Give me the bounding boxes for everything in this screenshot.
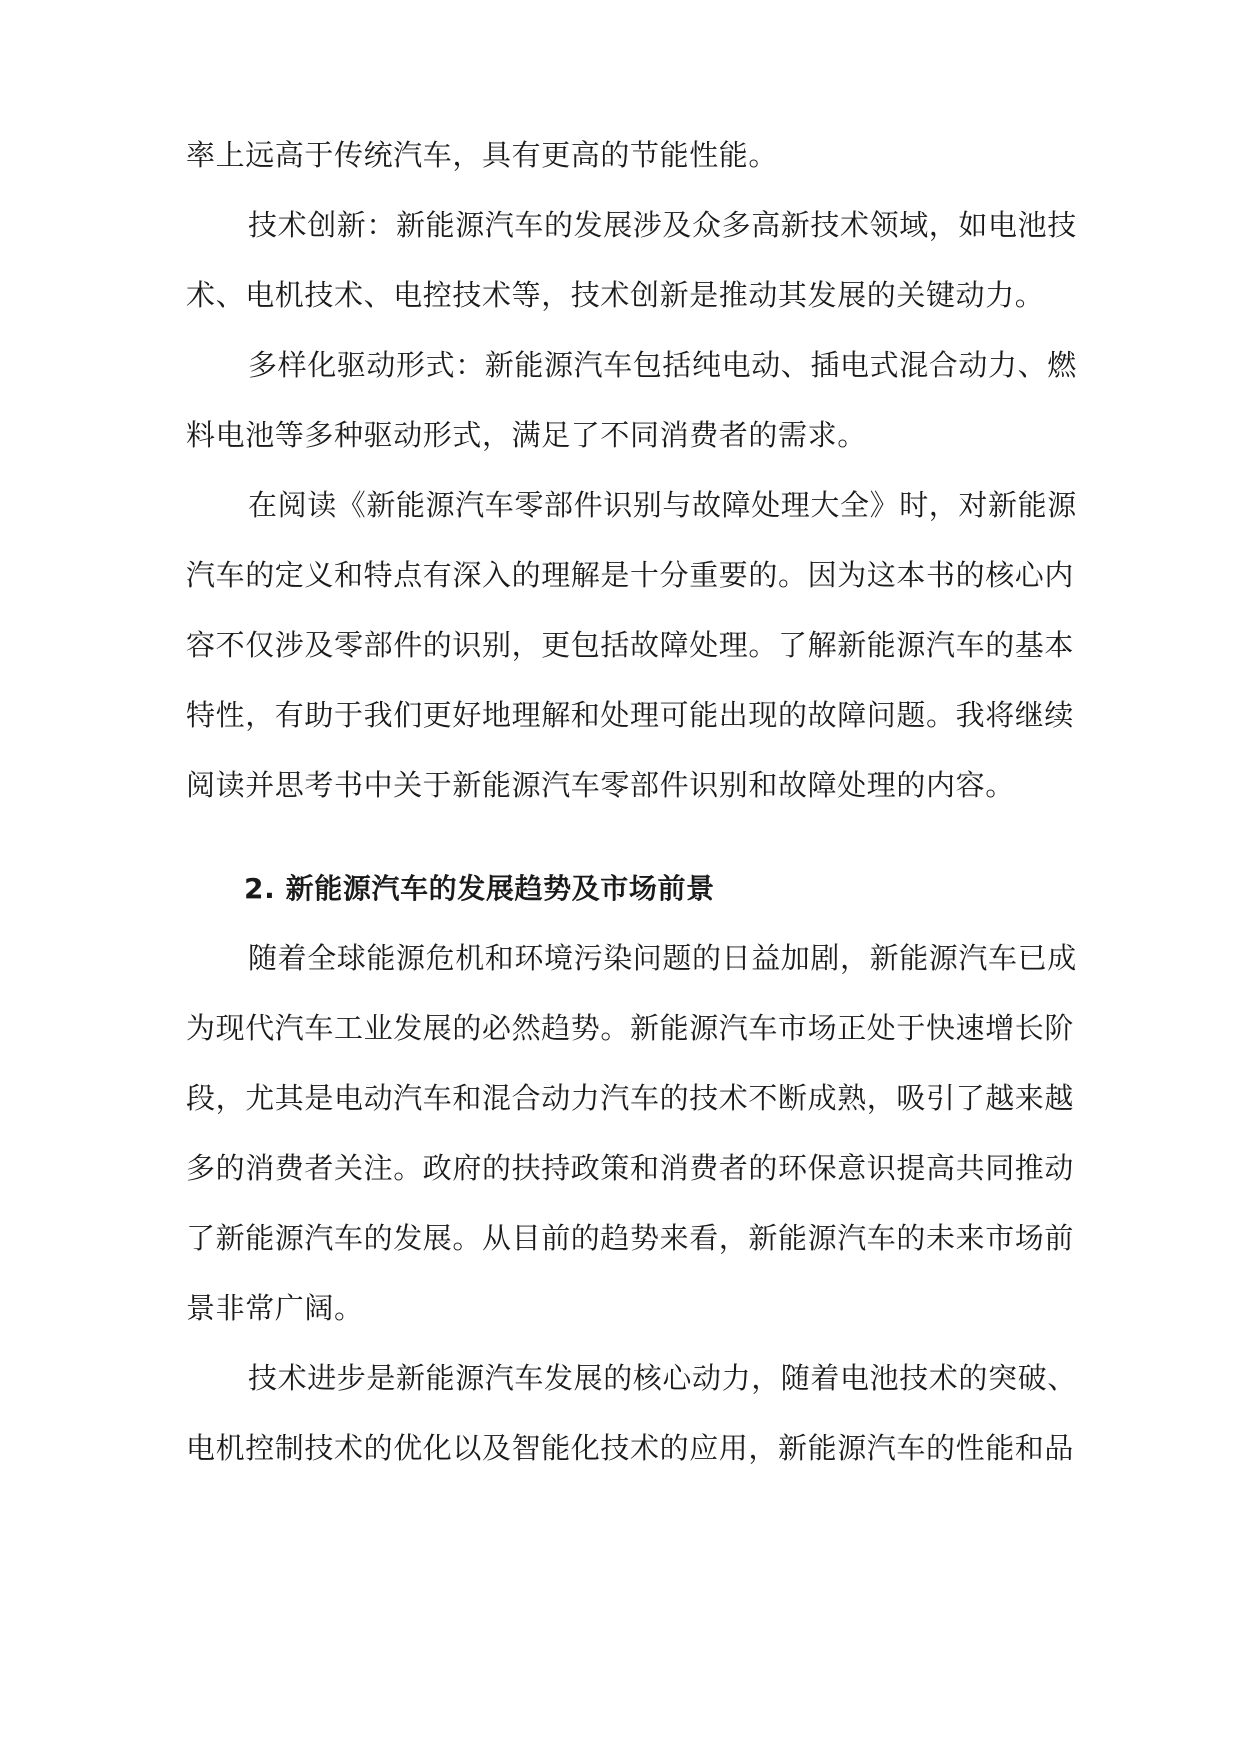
paragraph-line: 随着全球能源危机和环境污染问题的日益加剧，新能源汽车已成 (248, 941, 1077, 975)
paragraph-line: 料电池等多种驱动形式，满足了不同消费者的需求。 (186, 418, 867, 452)
paragraph-line: 率上远高于传统汽车，具有更高的节能性能。 (186, 138, 779, 172)
section-heading: 2. 新能源汽车的发展趋势及市场前景 (244, 872, 715, 905)
paragraph-line: 术、电机技术、电控技术等，技术创新是推动其发展的关键动力。 (186, 278, 1045, 312)
paragraph-line: 在阅读《新能源汽车零部件识别与故障处理大全》时，对新能源 (248, 488, 1077, 522)
paragraph-line: 技术创新：新能源汽车的发展涉及众多高新技术领域，如电池技 (248, 208, 1077, 242)
paragraph-line: 多的消费者关注。政府的扶持政策和消费者的环保意识提高共同推动 (186, 1151, 1075, 1185)
paragraph-line: 为现代汽车工业发展的必然趋势。新能源汽车市场正处于快速增长阶 (186, 1011, 1075, 1045)
paragraph-line: 多样化驱动形式：新能源汽车包括纯电动、插电式混合动力、燃 (248, 348, 1077, 382)
paragraph-line: 特性，有助于我们更好地理解和处理可能出现的故障问题。我将继续 (186, 698, 1075, 732)
paragraph-line: 容不仅涉及零部件的识别，更包括故障处理。了解新能源汽车的基本 (186, 628, 1075, 662)
paragraph-line: 段，尤其是电动汽车和混合动力汽车的技术不断成熟，吸引了越来越 (186, 1081, 1075, 1115)
paragraph-line: 景非常广阔。 (186, 1291, 364, 1325)
paragraph-line: 汽车的定义和特点有深入的理解是十分重要的。因为这本书的核心内 (186, 558, 1075, 592)
paragraph-line: 了新能源汽车的发展。从目前的趋势来看，新能源汽车的未来市场前 (186, 1221, 1075, 1255)
paragraph-line: 阅读并思考书中关于新能源汽车零部件识别和故障处理的内容。 (186, 768, 1015, 802)
paragraph-line: 电机控制技术的优化以及智能化技术的应用，新能源汽车的性能和品 (186, 1431, 1075, 1465)
paragraph-line: 技术进步是新能源汽车发展的核心动力，随着电池技术的突破、 (248, 1361, 1077, 1395)
